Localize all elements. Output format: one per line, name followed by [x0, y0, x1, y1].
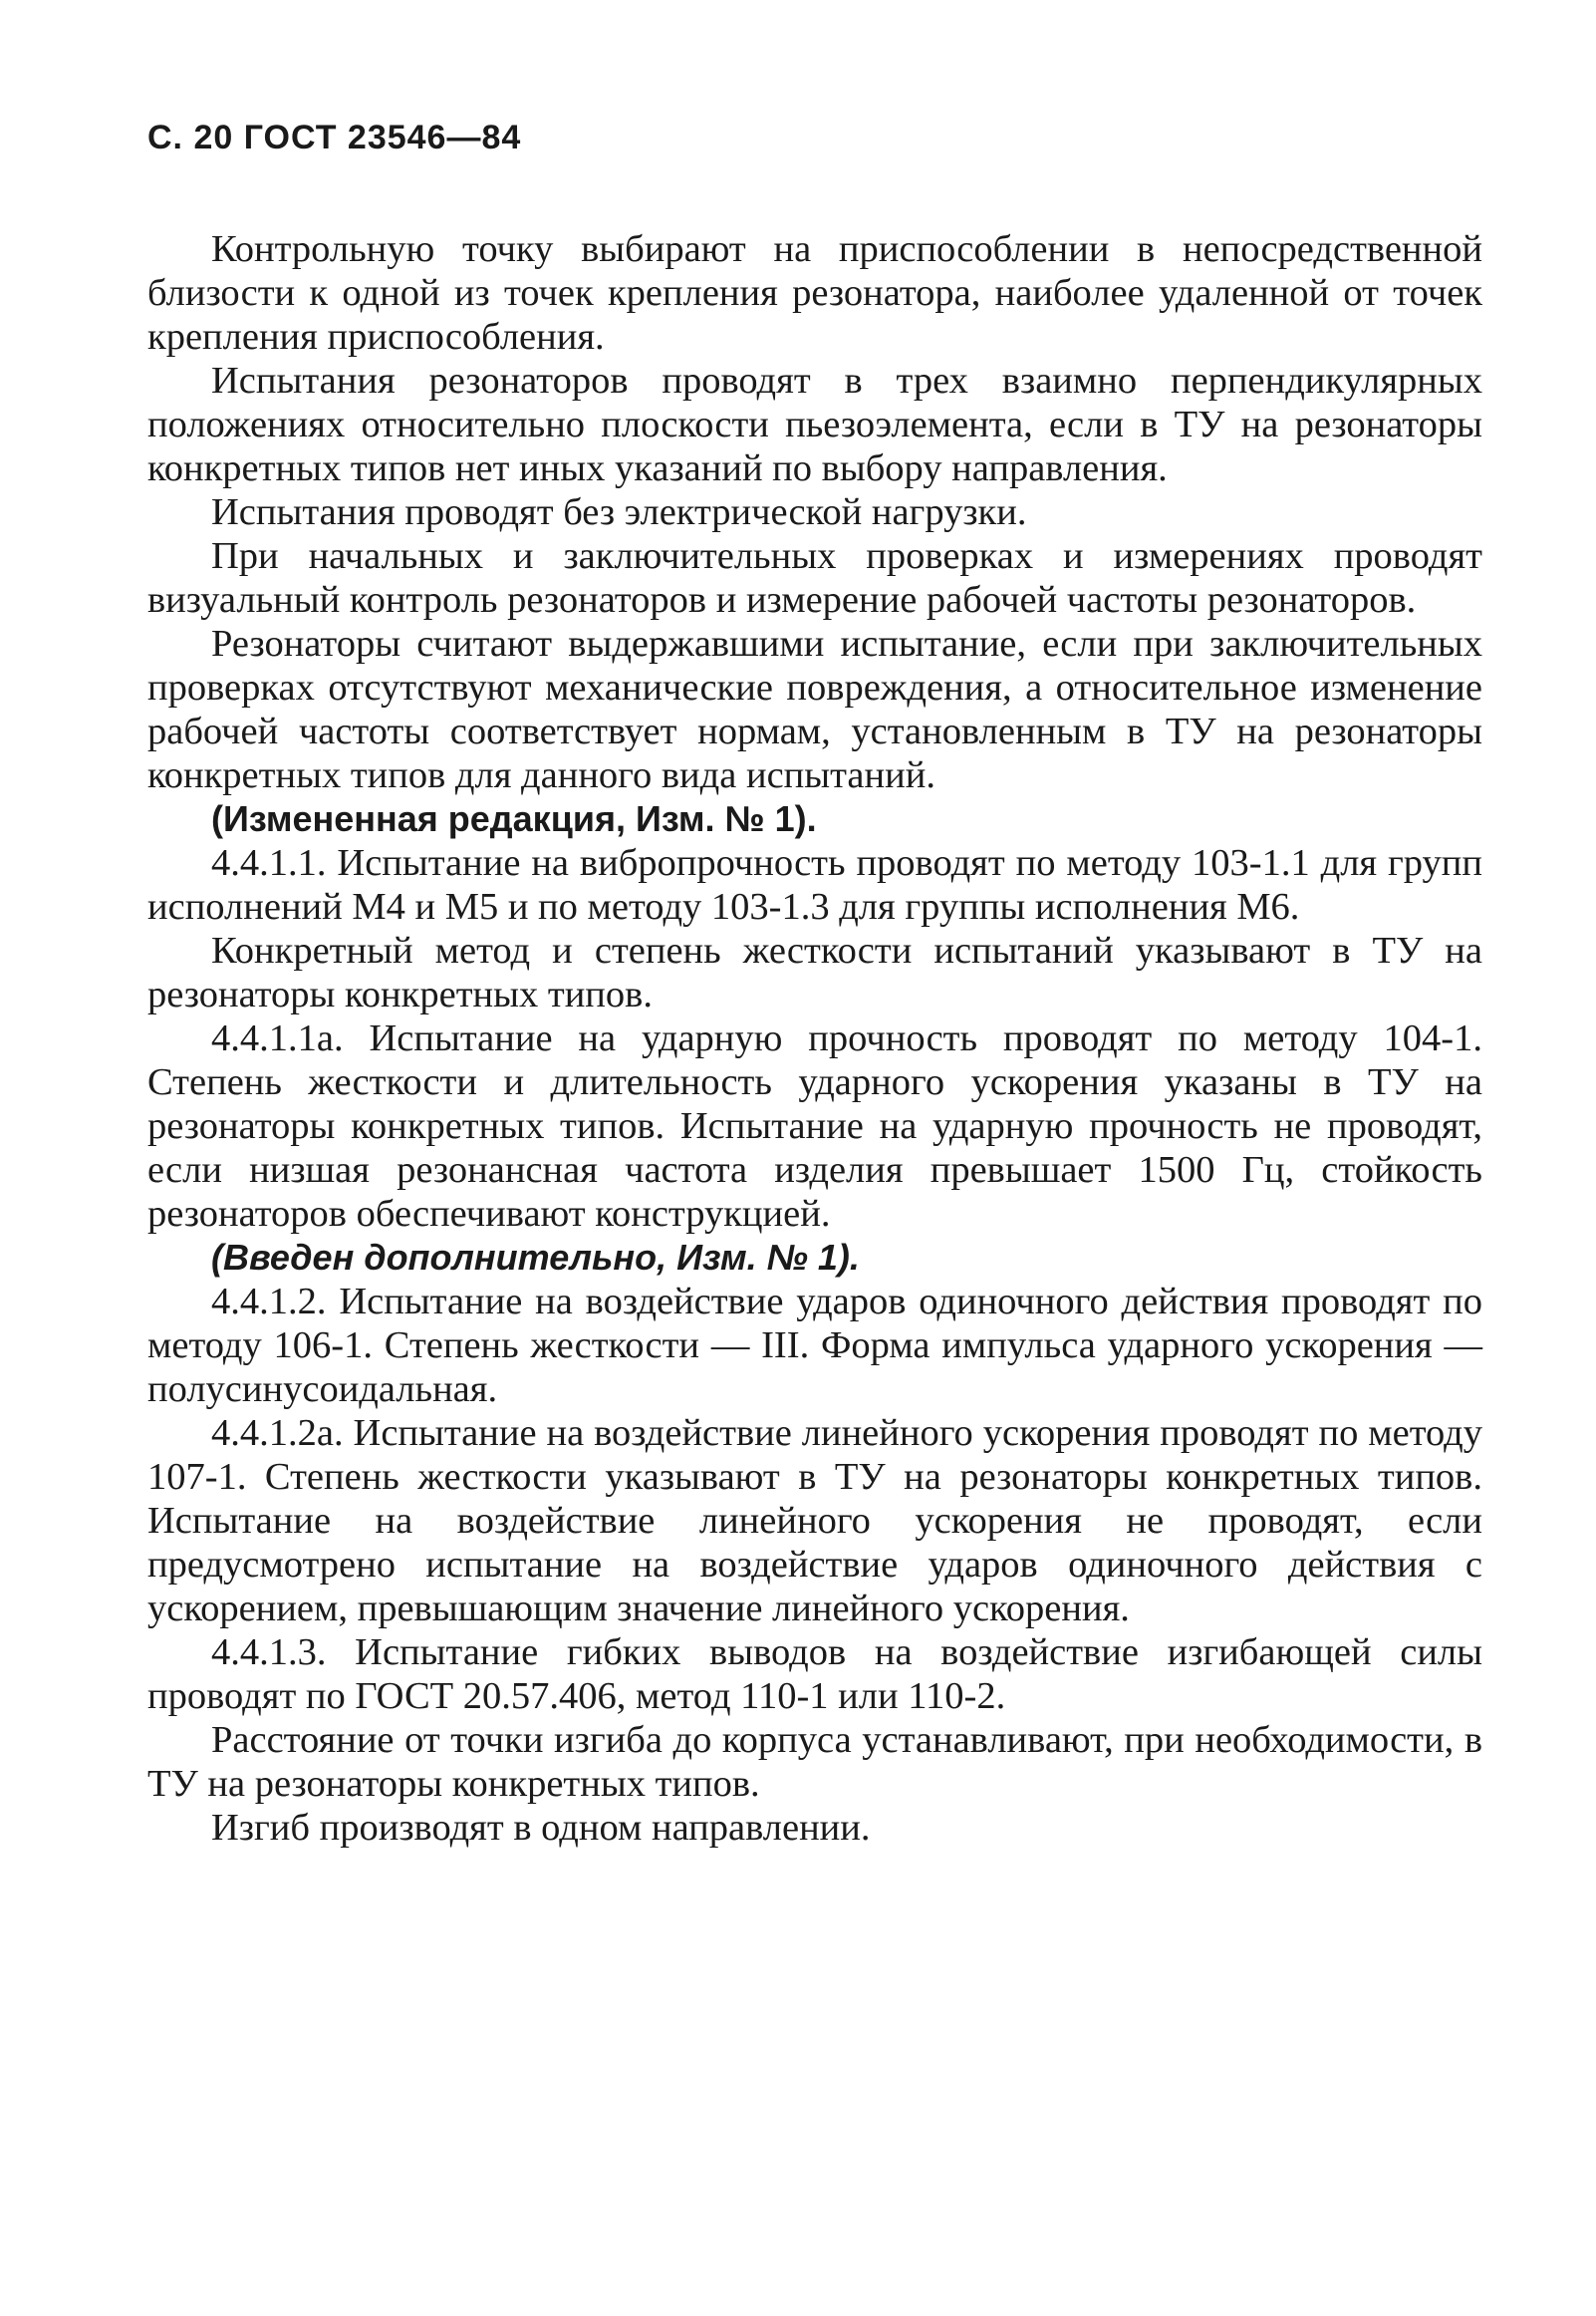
- clause-4-4-1-1: 4.4.1.1. Испытание на вибропрочность проводят по методу 103-1.1 для групп исполнений М4 и М5 и по методу 103-1.3 для группы исполнения М6.: [147, 842, 1482, 928]
- running-header: С. 20 ГОСТ 23546—84: [147, 119, 522, 156]
- paragraph-bend-distance: Расстояние от точки изгиба до корпуса устанавливают, при необходимости, в ТУ на резонаторы конкретных типов.: [147, 1719, 1482, 1805]
- document-page: [147, 118, 1482, 1850]
- paragraph-test-positions: Испытания резонаторов проводят в трех взаимно перпендикулярных положениях относительно плоскости пьезоэлемента, если в ТУ на резонаторы конкретных типов нет иных указаний по выбору направления.: [147, 360, 1482, 489]
- clause-4-4-1-2: 4.4.1.2. Испытание на воздействие ударов одиночного действия проводят по методу 106-1. Степень жесткости — III. Форма импульса ударного ускорения — полусинусоидальная.: [147, 1281, 1482, 1410]
- clause-4-4-1-1a: 4.4.1.1а. Испытание на ударную прочность проводят по методу 104-1. Степень жесткости и длительность ударного ускорения указаны в ТУ на резонаторы конкретных типов. Испытание на ударную прочность не проводят, если низшая резонансная частота изделия превышает 1500 Гц, стойкость резонаторов обеспечивают конструкцией.: [147, 1017, 1482, 1235]
- paragraph-specific-method: Конкретный метод и степень жесткости испытаний указывают в ТУ на резонаторы конкретных типов.: [147, 930, 1482, 1015]
- paragraph-bend-direction: Изгиб производят в одном направлении.: [211, 1807, 871, 1849]
- paragraph-no-load: Испытания проводят без электрической нагрузки.: [211, 491, 1027, 533]
- amendment-note-2: (Введен дополнительно, Изм. № 1).: [211, 1237, 860, 1278]
- clause-4-4-1-2a: 4.4.1.2а. Испытание на воздействие линейного ускорения проводят по методу 107-1. Степень жесткости указывают в ТУ на резонаторы конкретных типов. Испытание на воздействие линейного ускорения не проводят, если предусмотрено испытание на воздействие ударов одиночного действия с ускорением, превышающим значение линейного ускорения.: [147, 1412, 1482, 1629]
- paragraph-initial-checks: При начальных и заключительных проверках и измерениях проводят визуальный контроль резонаторов и измерение рабочей частоты резонаторов.: [147, 535, 1482, 621]
- clause-4-4-1-3: 4.4.1.3. Испытание гибких выводов на воздействие изгибающей силы проводят по ГОСТ 20.57.406, метод 110-1 или 110-2.: [147, 1631, 1482, 1717]
- paragraph-pass-criteria: Резонаторы считают выдержавшими испытание, если при заключительных проверках отсутствуют механические повреждения, а относительное изменение рабочей частоты соответствует нормам, установленным в ТУ на резонаторы конкретных типов для данного вида испытаний.: [147, 623, 1482, 796]
- amendment-note-1: (Измененная редакция, Изм. № 1).: [211, 798, 817, 839]
- paragraph-control-point: Контрольную точку выбирают на приспособлении в непосредственной близости к одной из точек крепления резонатора, наиболее удаленной от точек крепления приспособления.: [147, 228, 1482, 358]
